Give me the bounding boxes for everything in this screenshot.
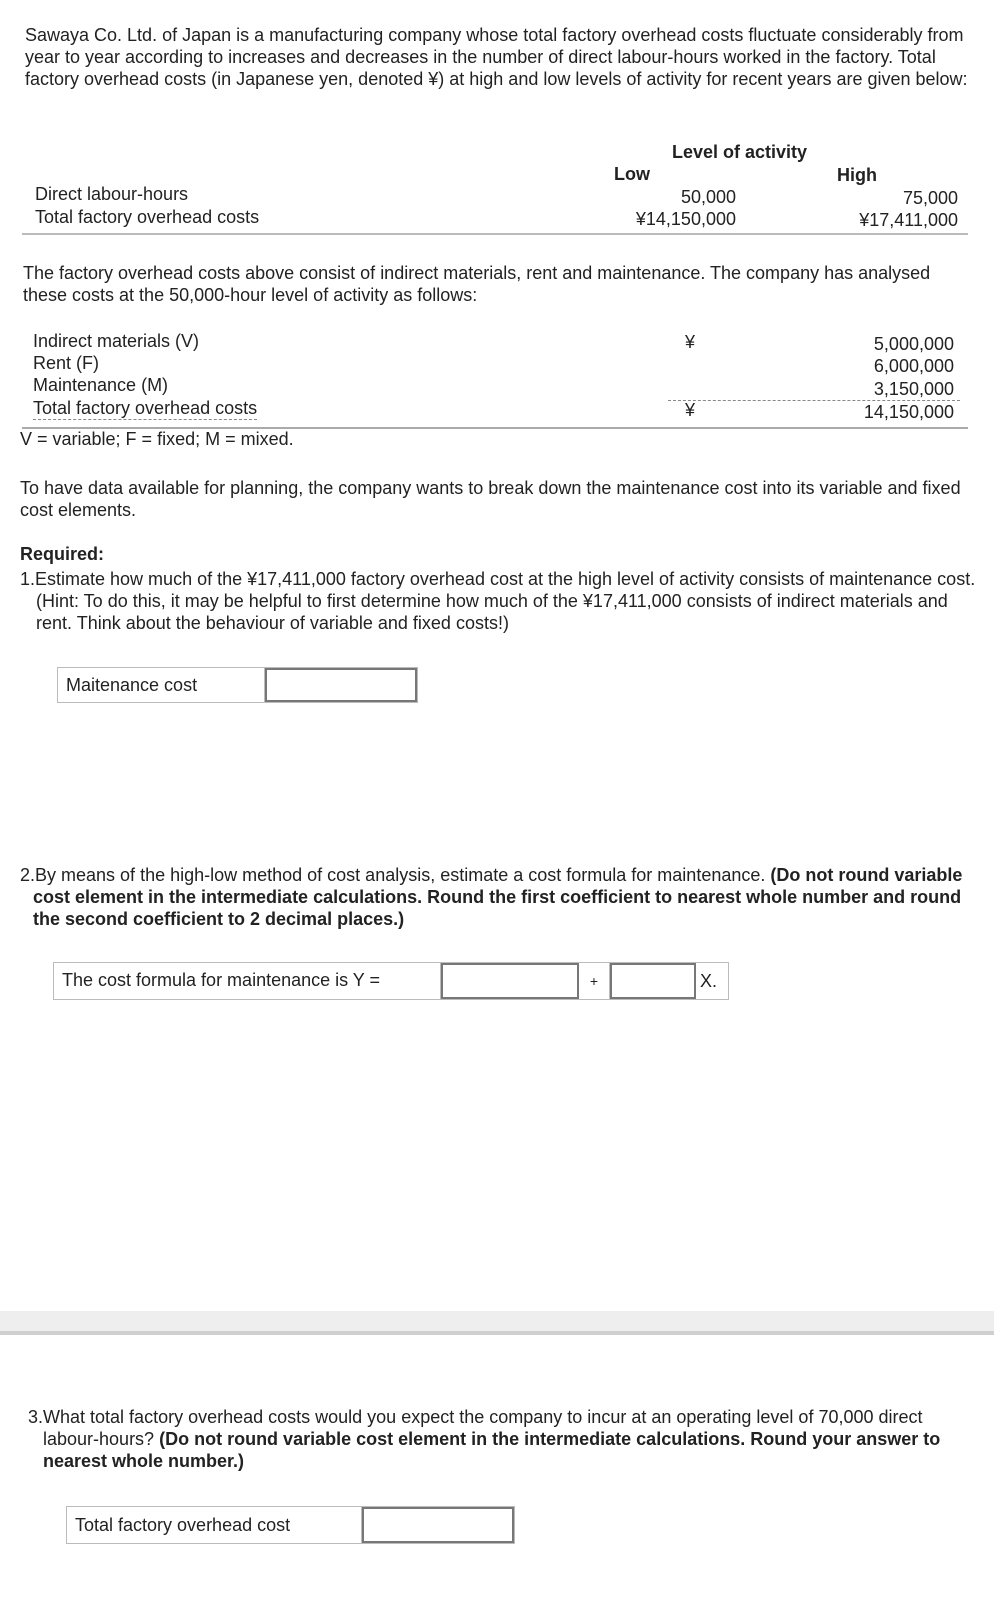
- page-separator: [0, 1311, 994, 1335]
- question-text: Estimate how much of the ¥17,411,000 factory overhead cost at the high level of activity consists of maintenance cost. (Hint: To do this, it may be helpful to first determine how much of the ¥17,411,000 consists of indirect materials and rent. Think about the behaviour of variable and fixed costs!): [35, 569, 976, 633]
- activity-col-low: Low: [614, 164, 650, 184]
- analysis-intro: The factory overhead costs above consist of indirect materials, rent and maintenance. The company has analysed these costs at the 50,000-hour level of activity as follows:: [23, 263, 931, 305]
- cost-row-amount: 6,000,000: [873, 356, 954, 376]
- required-heading: Required:: [20, 544, 105, 564]
- activity-row-label: Total factory overhead costs: [35, 207, 260, 227]
- total-overhead-row: [66, 1506, 515, 1544]
- cost-row-label: Maintenance (M): [33, 375, 169, 395]
- cost-legend: V = variable; F = fixed; M = mixed.: [20, 429, 294, 449]
- question-1: [20, 568, 986, 634]
- formula-suffix: X.: [700, 971, 718, 991]
- question-text: By means of the high-low method of cost analysis, estimate a cost formula for maintenance.: [35, 865, 766, 885]
- cost-formula-row: [53, 962, 729, 1000]
- question-instructions: (Do not round variable cost element in the intermediate calculations. Round your answer to nearest whole number.): [43, 1429, 941, 1471]
- question-number: 2.: [20, 865, 36, 885]
- cost-row-label: Indirect materials (V): [33, 331, 200, 351]
- cost-row-label: Rent (F): [33, 353, 100, 373]
- plus-sign: +: [579, 963, 610, 999]
- cost-row-amount: 5,000,000: [873, 334, 954, 354]
- cost-row-label: Total factory overhead costs: [33, 398, 258, 418]
- cost-row-amount: 14,150,000: [863, 402, 954, 422]
- total-overhead-label: Total factory overhead cost: [67, 1507, 362, 1543]
- intro-paragraph: Sawaya Co. Ltd. of Japan is a manufacturing company whose total factory overhead costs fluctuate considerably from year to year according to increases and decreases in the number of direct labour-hours worked in the factory. Total factory overhead costs (in Japanese yen, denoted ¥) at high and low levels of activity for recent years are given below:: [25, 25, 968, 89]
- activity-row-label: Direct labour-hours: [35, 184, 189, 204]
- activity-row-high: 75,000: [902, 188, 958, 208]
- maintenance-cost-input[interactable]: [265, 668, 417, 702]
- planning-text: To have data available for planning, the company wants to break down the maintenance cost into its variable and fixed cost elements.: [20, 478, 961, 520]
- question-3: [28, 1406, 983, 1472]
- cost-row-amount: 3,150,000: [873, 379, 954, 399]
- variable-rate-input[interactable]: [610, 963, 696, 999]
- cost-formula-label: The cost formula for maintenance is Y =: [54, 963, 441, 999]
- question-2: [20, 864, 983, 930]
- activity-row-high: ¥17,411,000: [859, 210, 958, 230]
- question-instructions: (Do not round variable cost element in the intermediate calculations. Round the first coefficient to nearest whole number and round the second coefficient to 2 decimal places.): [33, 865, 963, 929]
- activity-group-header: Level of activity: [672, 142, 808, 162]
- maintenance-cost-label: Maitenance cost: [58, 668, 265, 702]
- activity-table-rule: [22, 233, 968, 235]
- maintenance-cost-row: [57, 667, 418, 703]
- activity-col-high: High: [837, 165, 877, 185]
- question-text: What total factory overhead costs would you expect the company to incur at an operating level of 70,000 direct labour-hours?: [43, 1407, 923, 1449]
- fixed-cost-input[interactable]: [441, 963, 579, 999]
- activity-row-low: ¥14,150,000: [635, 209, 736, 229]
- currency-symbol: ¥: [685, 332, 696, 352]
- total-overhead-input[interactable]: [362, 1507, 514, 1543]
- question-number: 3.: [28, 1407, 44, 1427]
- currency-symbol: ¥: [685, 400, 696, 420]
- activity-row-low: 50,000: [680, 187, 736, 207]
- question-number: 1.: [20, 569, 36, 589]
